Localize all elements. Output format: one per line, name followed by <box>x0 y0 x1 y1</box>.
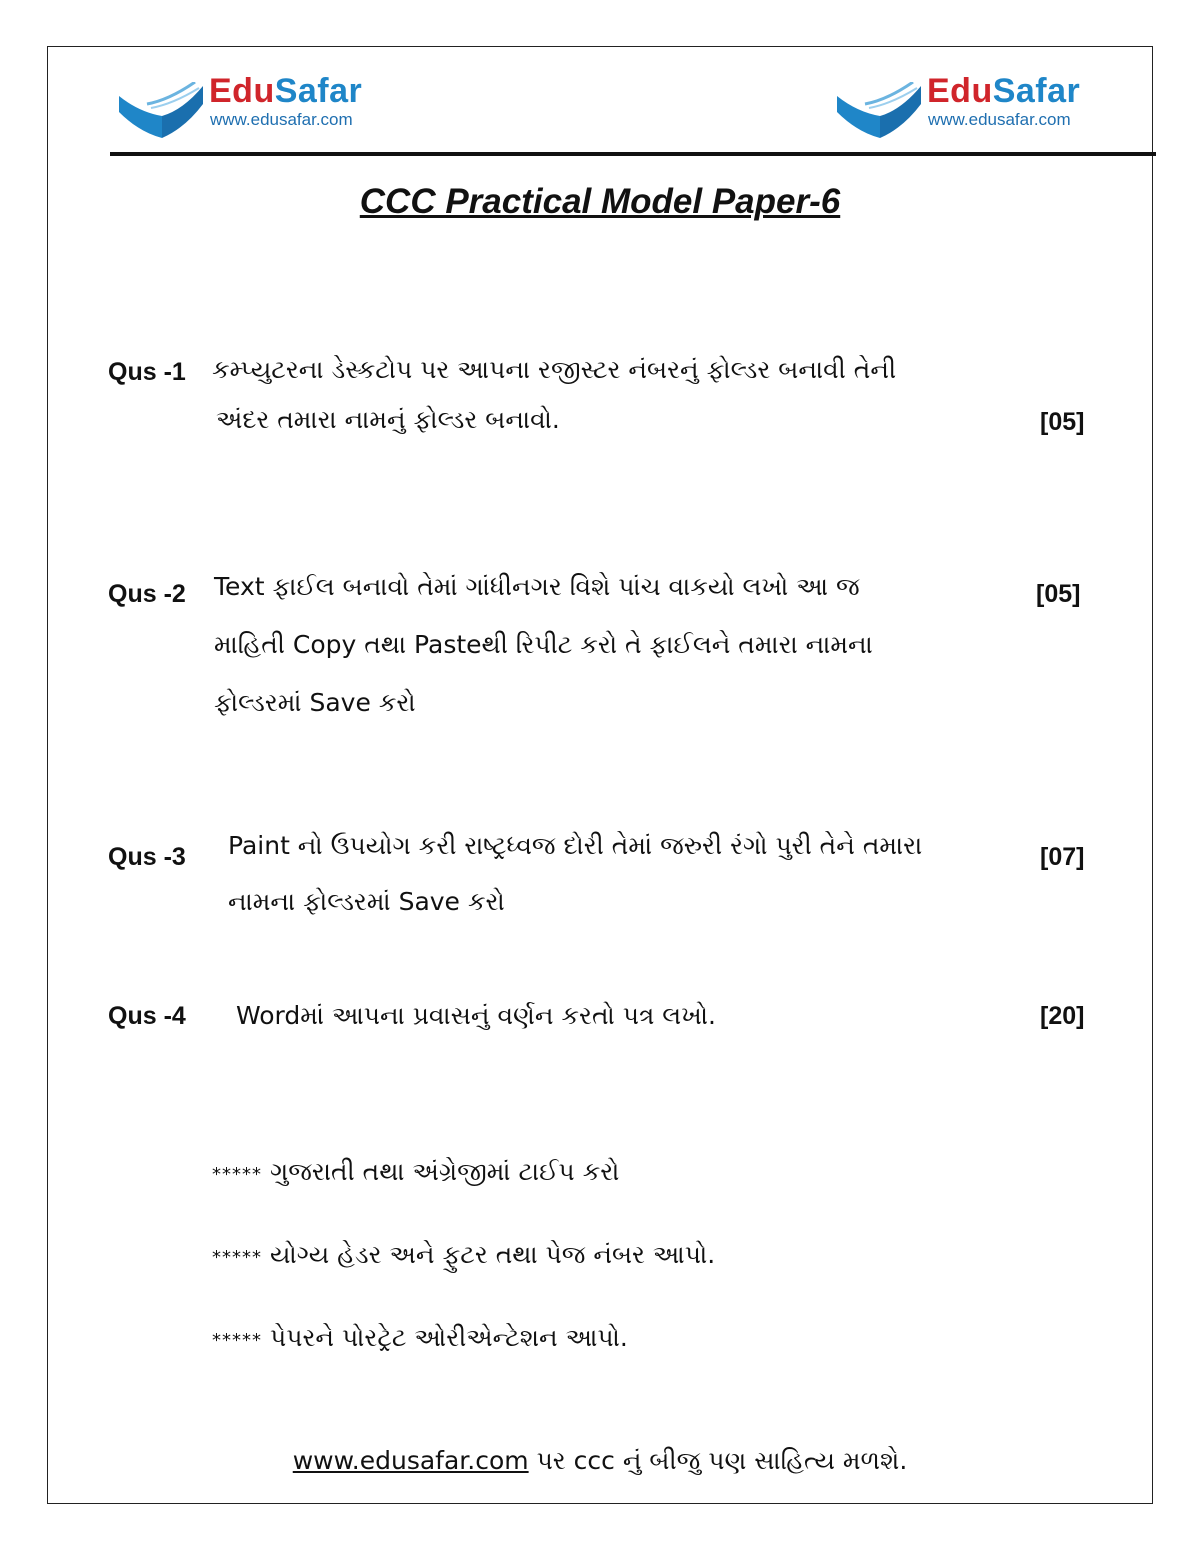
logo-url: www.edusafar.com <box>210 110 353 129</box>
logo-brand-name: EduSafar <box>927 72 1081 110</box>
note-2-text: યોગ્ય હેડર અને ફુટર તથા પેજ નંબર આપો. <box>270 1240 716 1269</box>
note-3 <box>212 1323 628 1353</box>
question-1-marks: [05] <box>1040 408 1085 436</box>
note-1-stars: ***** <box>212 1164 262 1185</box>
page-border <box>47 46 1153 1504</box>
edusafar-logo-right <box>835 72 1155 138</box>
question-4-marks: [20] <box>1040 1002 1085 1030</box>
open-book-icon <box>835 82 925 140</box>
note-1-text: ગુજરાતી તથા અંગ્રેજીમાં ટાઈપ કરો <box>270 1157 620 1186</box>
question-2-text <box>214 574 873 715</box>
question-2-line-1: Text ફાઈલ બનાવો તેમાં ગાંધીનગર વિશે પાંચ વાકયો લખો આ જ <box>214 572 860 601</box>
note-3-stars: ***** <box>212 1330 262 1351</box>
question-3-text <box>228 833 922 914</box>
question-3-marks: [07] <box>1040 843 1085 871</box>
question-4-line-1: Wordમાં આપના પ્રવાસનું વર્ણન કરતો પત્ર લખો. <box>236 1001 716 1030</box>
header-divider <box>110 152 1156 156</box>
note-1 <box>212 1157 619 1187</box>
question-1-line-1: કમ્પ્યુટરના ડેસ્કટોપ પર આપના રજીસ્ટર નંબરનું ફોલ્ડર બનાવી તેની <box>212 355 897 384</box>
logo-url: www.edusafar.com <box>928 110 1071 129</box>
question-2-line-2: માહિતી Copy તથા Pasteથી રિપીટ કરો તે ફાઈલને તમારા નામના <box>214 630 873 659</box>
note-3-text: પેપરને પોરટ્રેટ ઓરીએન્ટેશન આપો. <box>270 1323 628 1352</box>
edusafar-logo-left <box>117 72 437 138</box>
question-4-label: Qus -4 <box>108 1002 186 1030</box>
question-3-label: Qus -3 <box>108 843 186 871</box>
question-2-line-3: ફોલ્ડરમાં Save કરો <box>214 688 416 717</box>
question-4-text <box>236 1003 716 1028</box>
question-3-line-2: નામના ફોલ્ડરમાં Save કરો <box>228 887 505 916</box>
question-3-line-1: Paint નો ઉપયોગ કરી રાષ્ટ્રધ્વજ દોરી તેમાં જરુરી રંગો પુરી તેને તમારા <box>228 831 923 860</box>
note-2 <box>212 1240 715 1270</box>
question-2-label: Qus -2 <box>108 580 186 608</box>
footer-text: પર ccc નું બીજુ પણ સાહિત્ય મળશે. <box>528 1446 908 1475</box>
open-book-icon <box>117 82 207 140</box>
logo-brand-name: EduSafar <box>209 72 363 110</box>
question-2-marks: [05] <box>1036 580 1081 608</box>
page-title: CCC Practical Model Paper-6 <box>359 182 841 221</box>
question-1-text <box>212 357 896 432</box>
question-1-label: Qus -1 <box>108 358 186 386</box>
footer-site-link[interactable]: www.edusafar.com <box>292 1446 529 1475</box>
question-1-line-2: અંદર તમારા નામનું ફોલ્ડર બનાવો. <box>216 405 560 434</box>
note-2-stars: ***** <box>212 1247 262 1268</box>
footer-line <box>0 1446 1200 1476</box>
